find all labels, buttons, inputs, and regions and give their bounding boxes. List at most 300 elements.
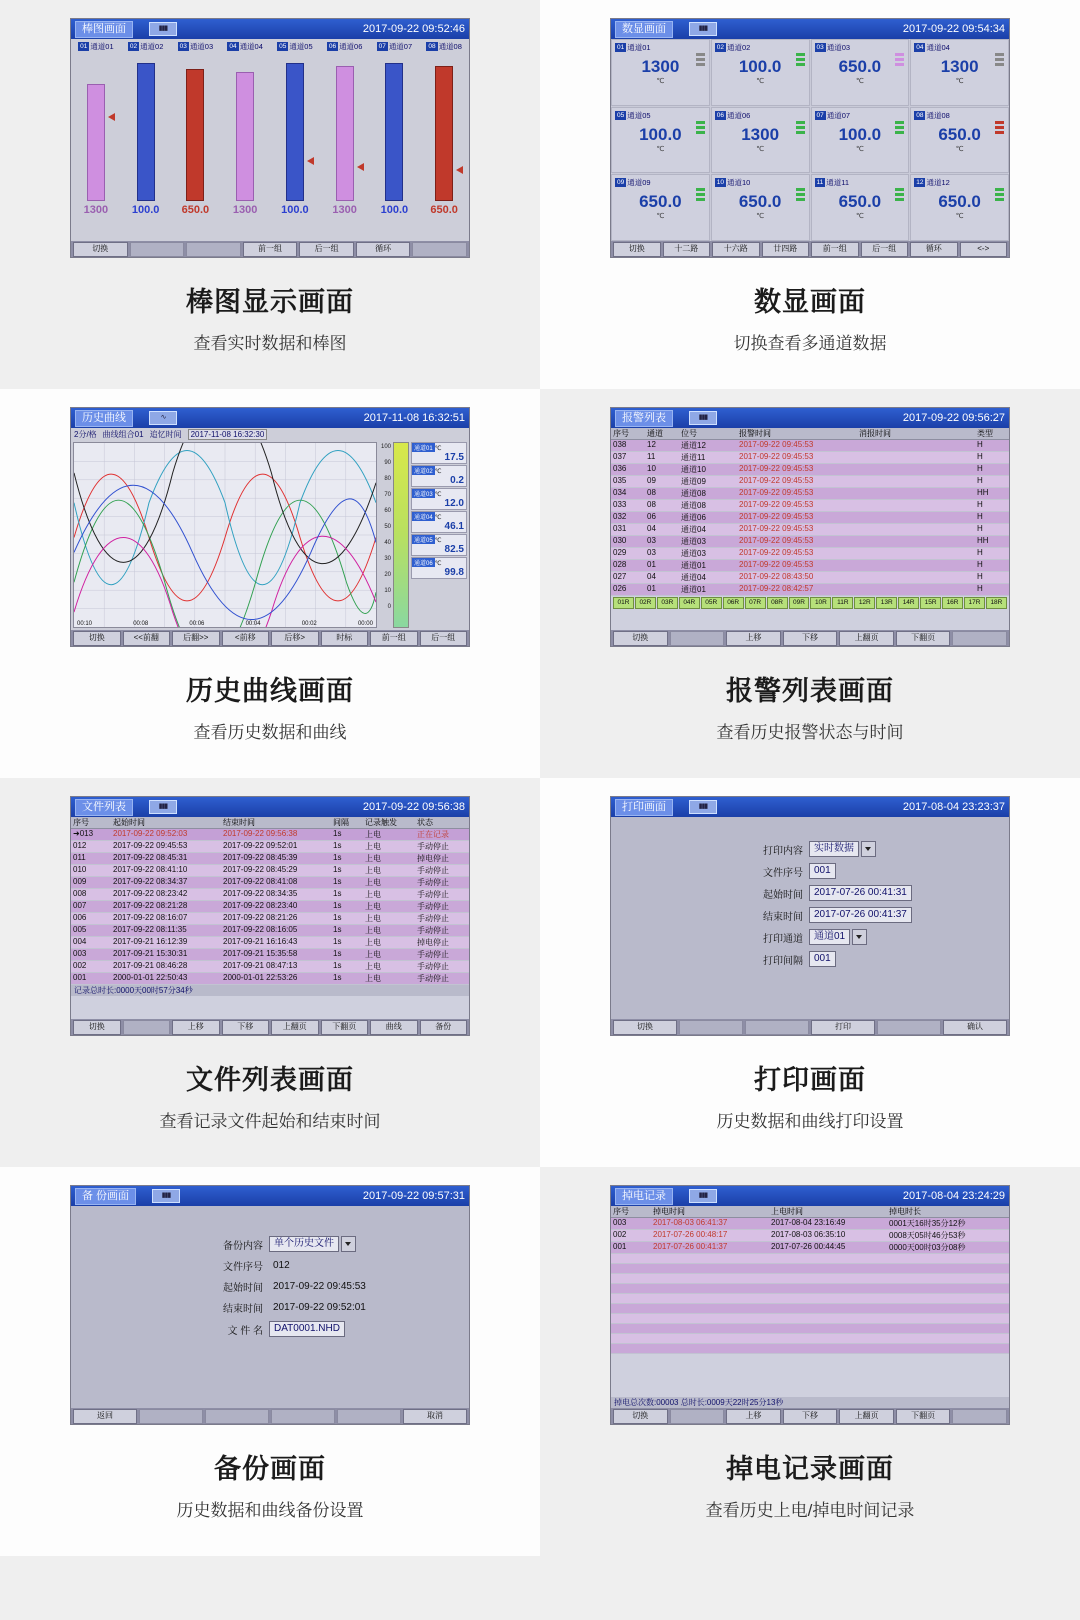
recall-label: 追忆时间 (149, 430, 182, 439)
digital-unit: ℃ (855, 78, 864, 85)
cell-trigger: 上电 (365, 842, 381, 851)
alarm-chip[interactable]: 16R (942, 597, 963, 609)
table-row[interactable] (611, 500, 1009, 512)
cell-no: 026 (613, 584, 627, 593)
digital-cell[interactable] (711, 174, 810, 241)
cell-type: H (977, 524, 983, 533)
channel-number: 01 (80, 42, 88, 50)
button-back[interactable]: 返回 (73, 1409, 137, 1424)
curve-plot[interactable] (73, 442, 377, 628)
button-blank[interactable] (670, 631, 725, 646)
cell-no: 036 (613, 464, 627, 473)
channel-name: 通道11 (826, 178, 850, 188)
table-row-empty (611, 1324, 1009, 1334)
digital-cell[interactable] (611, 39, 710, 106)
cell-trigger: 上电 (365, 974, 381, 983)
table-row[interactable] (71, 961, 469, 973)
button-switch[interactable]: 切换 (613, 242, 661, 257)
cell-interval: 1s (333, 961, 342, 970)
table-row[interactable] (611, 452, 1009, 464)
y-tick: 40 (384, 540, 391, 546)
curve-channel[interactable] (411, 442, 467, 464)
caption-title: 掉电记录画面 (726, 1454, 894, 1484)
panel-print (540, 778, 1080, 1167)
button-blank[interactable] (679, 1020, 743, 1035)
cell-end: 2017-09-21 16:16:43 (223, 937, 298, 946)
channel-number: 04 (916, 44, 924, 51)
cell-start: 2017-09-22 08:41:10 (113, 865, 188, 874)
y-tick: 60 (384, 508, 391, 514)
bar-channel-label (370, 39, 420, 53)
panel-power (540, 1167, 1080, 1556)
titlebar (611, 1186, 1009, 1206)
table-row[interactable] (611, 1230, 1009, 1242)
alarm-chip[interactable]: 05R (701, 597, 722, 609)
digital-unit: ℃ (756, 145, 765, 153)
table-row[interactable] (71, 925, 469, 937)
alarm-chip[interactable]: 14R (898, 597, 919, 609)
digital-cell[interactable] (711, 107, 810, 174)
table-row[interactable] (71, 829, 469, 841)
cell-no: 007 (73, 901, 87, 910)
channel-name: 通道09 (627, 178, 651, 188)
channel-name: 通道07 (826, 110, 851, 120)
screen-alarm[interactable] (610, 407, 1010, 647)
button-blank[interactable] (186, 242, 241, 257)
y-tick: 100 (380, 444, 391, 450)
alarm-chip[interactable]: 08R (767, 597, 788, 609)
screen-title: 文件列表 (75, 799, 133, 816)
screen-digital[interactable] (610, 18, 1010, 258)
digital-unit: ℃ (855, 213, 864, 221)
button-move-back[interactable]: <前移 (222, 631, 270, 646)
cell-tag: 通道12 (681, 441, 706, 450)
table-row-empty (611, 1334, 1009, 1344)
button-switch[interactable]: 切换 (613, 1409, 668, 1424)
table-row[interactable] (611, 536, 1009, 548)
cell-no: 003 (613, 1218, 627, 1227)
table-row[interactable] (71, 901, 469, 913)
button-up[interactable]: 上移 (726, 631, 781, 646)
cell-alarm-time: 2017-09-22 09:45:53 (739, 524, 814, 533)
digital-cell[interactable] (711, 39, 810, 106)
cell-no: 031 (613, 524, 627, 533)
button-blank[interactable] (877, 1020, 941, 1035)
button-up[interactable]: 上移 (172, 1020, 220, 1035)
titlebar (611, 19, 1009, 39)
alarm-chip[interactable]: 03R (657, 597, 678, 609)
channel-name: 通道03 (189, 41, 214, 51)
alarm-chip[interactable]: 10R (810, 597, 831, 609)
table-row-empty (611, 1314, 1009, 1324)
digital-cell[interactable] (811, 107, 910, 174)
cell-type: H (977, 452, 983, 461)
cell-interval: 1s (333, 829, 342, 838)
button-next-group[interactable]: 后一组 (420, 631, 468, 646)
button-next-group[interactable]: 后一组 (299, 242, 354, 257)
digital-cell[interactable] (910, 39, 1009, 106)
cell-no: 035 (613, 476, 627, 485)
button-confirm[interactable]: 确认 (943, 1020, 1007, 1035)
button-blank[interactable] (130, 242, 185, 257)
button-page-up[interactable]: 上翻页 (839, 1409, 894, 1424)
button-page-up[interactable]: 上翻页 (839, 631, 894, 646)
curve-channel[interactable] (411, 465, 467, 487)
table-row[interactable] (611, 476, 1009, 488)
datetime: 2017-11-08 16:32:51 (363, 412, 465, 424)
y-tick: 50 (384, 524, 391, 530)
screen-backup[interactable] (70, 1185, 470, 1425)
digital-value: 650.0 (738, 192, 782, 212)
level-indicator (995, 53, 1004, 68)
datetime: 2017-09-22 09:56:27 (902, 412, 1005, 424)
button-switch[interactable]: 切换 (73, 242, 128, 257)
button-toggle[interactable]: <-> (960, 242, 1008, 257)
cell-no: 034 (613, 488, 627, 497)
cell-channel: 11 (647, 452, 656, 461)
digital-cell[interactable] (611, 107, 710, 174)
cell-clear-time (857, 548, 975, 559)
chevron-down-icon[interactable] (852, 929, 867, 945)
y-tick: 70 (384, 492, 391, 498)
channel-name: 通道03 (826, 43, 851, 52)
button-down[interactable]: 下移 (783, 631, 838, 646)
screen-bar[interactable] (70, 18, 470, 258)
curve-channel[interactable] (411, 534, 467, 556)
cell-tag: 通道03 (681, 537, 706, 546)
digital-value: 650.0 (838, 57, 882, 76)
datetime: 2017-09-22 09:54:34 (902, 23, 1005, 35)
cell-end: 2017-09-22 08:45:39 (223, 853, 298, 862)
channel-name: 通道02 (140, 41, 164, 51)
table-row[interactable] (611, 584, 1009, 596)
alarm-chip[interactable]: 04R (679, 597, 700, 609)
table-row[interactable] (71, 889, 469, 901)
screen-title: 打印画面 (615, 799, 673, 816)
cell-clear-time (857, 488, 975, 499)
bar-channel-label (121, 39, 171, 53)
channel-name: 通道01 (90, 41, 114, 51)
cell-alarm-time: 2017-09-22 08:42:57 (739, 584, 814, 593)
cell-trigger: 上电 (365, 938, 381, 947)
screen-power[interactable] (610, 1185, 1010, 1425)
button-prev-group[interactable]: 前一组 (370, 631, 418, 646)
table-row[interactable] (611, 1242, 1009, 1254)
alarm-chip[interactable]: 11R (832, 597, 853, 609)
bars-area (71, 53, 469, 201)
button-switch[interactable]: 切换 (73, 631, 121, 646)
button-switch[interactable]: 切换 (73, 1020, 121, 1035)
x-tick: 00:06 (189, 621, 205, 627)
table-row[interactable] (71, 949, 469, 961)
field-label: 结束时间 (763, 911, 803, 923)
channel-name: 通道07 (388, 41, 413, 51)
cell-no: 030 (613, 536, 627, 545)
cell-clear-time (857, 452, 975, 463)
y-tick: 10 (384, 588, 391, 594)
screen-title: 历史曲线 (75, 410, 133, 427)
alarm-chip[interactable]: 13R (876, 597, 897, 609)
field-label: 文件序号 (763, 867, 803, 879)
field-label: 打印内容 (763, 845, 803, 857)
digital-value: 650.0 (938, 124, 981, 144)
button-bar (611, 1408, 1009, 1424)
cell-type: H (977, 512, 983, 521)
table-row[interactable] (611, 560, 1009, 572)
cell-channel: 08 (647, 488, 656, 497)
end-time-input[interactable]: 2017-07-26 00:41:37 (809, 907, 912, 923)
start-time-input[interactable]: 2017-07-26 00:41:31 (809, 885, 912, 901)
caption-sub: 查看实时数据和棒图 (193, 334, 347, 353)
cell-state: 手动停止 (417, 890, 449, 899)
button-blank[interactable] (952, 631, 1007, 646)
alarm-chip[interactable]: 09R (789, 597, 810, 609)
cell-interval: 1s (333, 841, 342, 850)
filename-input[interactable]: DAT0001.NHD (269, 1321, 345, 1337)
level-indicator (696, 121, 705, 136)
table-row[interactable] (611, 524, 1009, 536)
button-prev-group[interactable]: 前一组 (243, 242, 298, 257)
channel-number: 05 (279, 42, 287, 50)
y-tick: 90 (384, 460, 391, 466)
cell-clear-time (857, 560, 975, 571)
table-row[interactable] (71, 865, 469, 877)
cell-state: 手动停止 (417, 866, 449, 875)
button-page-up[interactable]: 上翻页 (271, 1020, 319, 1035)
button-blank[interactable] (139, 1409, 203, 1424)
cell-interval: 1s (333, 889, 342, 898)
cell-up-time: 2017-08-04 23:16:49 (771, 1218, 846, 1227)
screen-curve[interactable] (70, 407, 470, 647)
alarm-chip[interactable]: 07R (745, 597, 766, 609)
button-blank[interactable] (123, 1020, 171, 1035)
button-16ch[interactable]: 十六路 (712, 242, 760, 257)
cell-channel: 10 (647, 464, 656, 473)
col-channel: 通道 (647, 429, 663, 438)
bar-value: 1300 (332, 204, 357, 216)
form-row (611, 951, 1009, 967)
cell-interval: 1s (333, 925, 342, 934)
col-state: 状态 (417, 818, 433, 827)
table-row[interactable] (611, 512, 1009, 524)
cell-start: 2017-09-22 08:21:28 (113, 901, 188, 910)
table-row[interactable] (71, 853, 469, 865)
y-tick: 30 (384, 556, 391, 562)
cell-trigger: 上电 (365, 878, 381, 887)
cell-tag: 通道06 (681, 513, 706, 522)
button-switch[interactable]: 切换 (613, 1020, 677, 1035)
curve-channel[interactable] (411, 557, 467, 579)
digital-cell[interactable] (910, 174, 1009, 241)
button-blank[interactable] (271, 1409, 335, 1424)
cell-interval: 1s (333, 901, 342, 910)
table-row[interactable] (71, 913, 469, 925)
button-page-forward[interactable]: 后翻>> (172, 631, 220, 646)
form-row (611, 929, 1009, 945)
alarm-chip[interactable]: 01R (613, 597, 634, 609)
channel-name: 通道03 (412, 489, 435, 498)
form-row (611, 863, 1009, 879)
cell-channel: 04 (647, 524, 656, 533)
digital-value: 650.0 (838, 192, 882, 212)
bar-column (270, 53, 320, 201)
button-bar (71, 241, 469, 257)
chevron-down-icon[interactable] (861, 841, 876, 857)
col-no: 序号 (613, 1207, 629, 1216)
digital-cell[interactable] (811, 174, 910, 241)
channel-number: 12 (916, 179, 924, 187)
datetime: 2017-08-04 23:24:29 (902, 1190, 1005, 1202)
button-backup[interactable]: 备份 (420, 1020, 468, 1035)
button-down[interactable]: 下移 (222, 1020, 270, 1035)
form-row (71, 1236, 469, 1252)
table-row[interactable] (611, 1218, 1009, 1230)
print-content-value[interactable]: 实时数据 (809, 841, 859, 857)
bar-column (121, 53, 171, 201)
alarm-chip[interactable]: 02R (635, 597, 656, 609)
button-move-forward[interactable]: 后移> (271, 631, 319, 646)
channel-name: 通道06 (726, 110, 751, 120)
button-next-group[interactable]: 后一组 (861, 242, 909, 257)
digital-cell[interactable] (811, 39, 910, 106)
caption-sub: 切换查看多通道数据 (733, 334, 887, 353)
button-12ch[interactable]: 十二路 (663, 242, 711, 257)
button-switch[interactable]: 切换 (613, 631, 668, 646)
table-row[interactable] (71, 973, 469, 985)
level-indicator (796, 121, 805, 136)
recall-value[interactable]: 2017-11-08 16:32:30 (188, 429, 268, 440)
form-row (71, 1321, 469, 1337)
cell-channel: 03 (647, 536, 656, 545)
print-interval-input[interactable]: 001 (809, 951, 836, 967)
bar-channel-label (220, 39, 270, 53)
cell-state: 掉电停止 (417, 938, 449, 947)
cell-interval: 1s (333, 913, 342, 922)
button-24ch[interactable]: 廿四路 (762, 242, 810, 257)
button-down[interactable]: 下移 (783, 1409, 838, 1424)
print-channel-value[interactable]: 通道01 (809, 929, 850, 945)
cell-no: 001 (73, 973, 87, 982)
channel-unit: ℃ (434, 515, 442, 521)
button-blank[interactable] (412, 242, 467, 257)
channel-name: 通道04 (926, 43, 950, 52)
cell-type: H (977, 464, 983, 473)
screen-print[interactable] (610, 796, 1010, 1036)
button-curve[interactable]: 曲线 (370, 1020, 418, 1035)
button-blank[interactable] (205, 1409, 269, 1424)
cell-alarm-time: 2017-09-22 09:45:53 (739, 488, 814, 497)
table-row[interactable] (611, 572, 1009, 584)
cell-alarm-time: 2017-09-22 09:45:53 (739, 512, 814, 521)
cell-tag: 通道03 (681, 549, 706, 558)
curve-channel[interactable] (411, 511, 467, 533)
scale-label: 2分/格 (74, 430, 97, 439)
cell-no: 004 (73, 937, 87, 946)
button-cycle[interactable]: 循环 (356, 242, 411, 257)
alarm-chip[interactable]: 17R (964, 597, 985, 609)
screen-title: 掉电记录 (615, 1188, 673, 1205)
table-row[interactable] (71, 877, 469, 889)
power-table (611, 1206, 1009, 1408)
caption-title: 备份画面 (214, 1454, 326, 1484)
button-timemark[interactable]: 时标 (321, 631, 369, 646)
digital-unit: ℃ (656, 78, 665, 85)
cell-tag: 通道04 (681, 525, 706, 534)
y-tick: 80 (384, 476, 391, 482)
digital-cell[interactable] (611, 174, 710, 241)
cell-trigger: 上电 (365, 926, 381, 935)
table-row[interactable] (611, 440, 1009, 452)
field-label: 起始时间 (763, 889, 803, 901)
cell-type: H (977, 440, 983, 449)
table-row[interactable] (611, 488, 1009, 500)
table-row[interactable] (611, 464, 1009, 476)
file-number-input[interactable]: 001 (809, 863, 836, 879)
bar-column (419, 53, 469, 201)
cell-no: 003 (73, 949, 87, 958)
cell-alarm-time: 2017-09-22 09:45:53 (739, 560, 814, 569)
cell-alarm-time: 2017-09-22 09:45:53 (739, 476, 814, 485)
button-blank[interactable] (745, 1020, 809, 1035)
backup-content-value[interactable]: 单个历史文件 (269, 1236, 339, 1252)
button-blank[interactable] (952, 1409, 1007, 1424)
bar-header-row (71, 39, 469, 53)
wave-icon: ∿ (149, 411, 177, 425)
cell-duration: 0008天05时46分53秒 (889, 1231, 966, 1240)
cell-tag: 通道09 (681, 477, 706, 486)
table-row[interactable] (611, 548, 1009, 560)
channel-name: 通道02 (726, 43, 751, 52)
button-page-down[interactable]: 下翻页 (321, 1020, 369, 1035)
cell-interval: 1s (333, 877, 342, 886)
status-icon: ▮▮▮ (689, 411, 717, 425)
button-page-back[interactable]: <<前翻 (123, 631, 171, 646)
caption-sub: 历史数据和曲线备份设置 (176, 1501, 364, 1520)
titlebar (611, 797, 1009, 817)
panel-digital (540, 0, 1080, 389)
x-tick: 00:04 (245, 621, 261, 627)
button-page-down[interactable]: 下翻页 (896, 631, 951, 646)
cell-no: 009 (73, 877, 87, 886)
button-print[interactable]: 打印 (811, 1020, 875, 1035)
screen-filelist[interactable] (70, 796, 470, 1036)
button-blank[interactable] (670, 1409, 725, 1424)
cell-down-time: 2017-07-26 00:48:17 (653, 1230, 728, 1239)
alarm-chip[interactable]: 12R (854, 597, 875, 609)
button-cycle[interactable]: 循环 (910, 242, 958, 257)
button-prev-group[interactable]: 前一组 (811, 242, 859, 257)
alarm-chip[interactable]: 18R (986, 597, 1007, 609)
button-cancel[interactable]: 取消 (403, 1409, 467, 1424)
cell-interval: 1s (333, 865, 342, 874)
channel-number: 06 (716, 111, 724, 119)
caption-title: 棒图显示画面 (186, 287, 354, 317)
table-row[interactable] (71, 937, 469, 949)
button-up[interactable]: 上移 (726, 1409, 781, 1424)
alarm-chip[interactable]: 15R (920, 597, 941, 609)
chevron-down-icon[interactable] (341, 1236, 356, 1252)
button-page-down[interactable]: 下翻页 (896, 1409, 951, 1424)
cell-channel: 01 (647, 584, 656, 593)
table-row[interactable] (71, 841, 469, 853)
bar-column (171, 53, 221, 201)
alarm-chip[interactable]: 06R (723, 597, 744, 609)
cell-alarm-time: 2017-09-22 09:45:53 (739, 548, 814, 557)
digital-cell[interactable] (910, 107, 1009, 174)
cell-clear-time (857, 500, 975, 511)
button-blank[interactable] (337, 1409, 401, 1424)
curve-channel[interactable] (411, 488, 467, 510)
